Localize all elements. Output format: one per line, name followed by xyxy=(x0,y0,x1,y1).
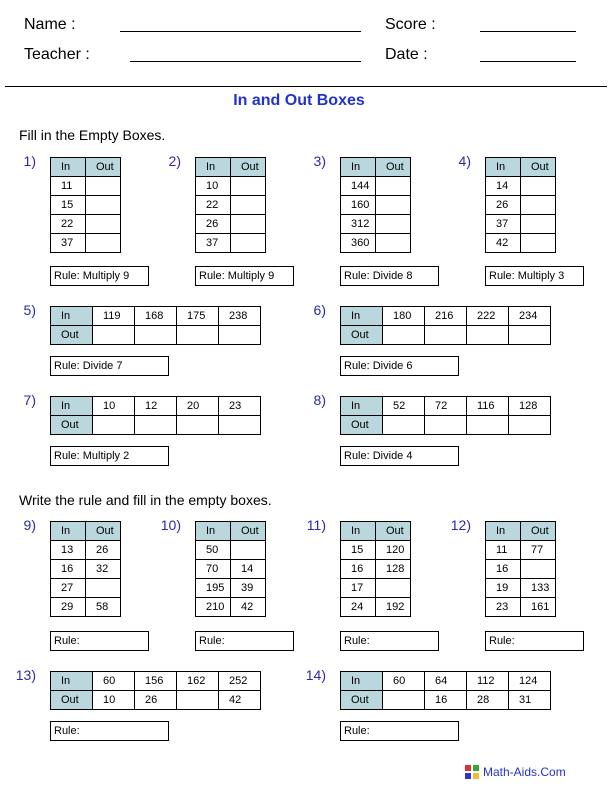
in-cell[interactable]: 119 xyxy=(93,307,135,326)
in-header: In xyxy=(341,522,376,541)
problem-number: 1) xyxy=(23,153,36,169)
out-cell[interactable] xyxy=(219,326,261,345)
table-row xyxy=(486,579,556,598)
out-cell[interactable] xyxy=(86,196,121,215)
table-row xyxy=(341,541,411,560)
in-cell[interactable]: 15 xyxy=(51,196,86,215)
out-cell[interactable]: 58 xyxy=(86,598,121,617)
out-row xyxy=(51,416,261,435)
problem-number: 11) xyxy=(306,517,326,533)
rule-box[interactable]: Rule: Divide 8 xyxy=(340,266,439,286)
out-cell[interactable] xyxy=(383,691,425,710)
out-cell[interactable] xyxy=(376,579,411,598)
header-divider xyxy=(5,86,607,87)
out-cell[interactable] xyxy=(376,177,411,196)
in-cell[interactable]: 16 xyxy=(51,560,86,579)
problem-number: 2) xyxy=(168,153,181,169)
in-out-table xyxy=(340,671,551,710)
footer-brand[interactable]: Math-Aids.Com xyxy=(483,765,566,779)
table-row xyxy=(196,215,266,234)
out-cell[interactable]: 77 xyxy=(521,541,556,560)
in-cell[interactable]: 12 xyxy=(135,397,177,416)
in-cell[interactable]: 124 xyxy=(509,672,551,691)
in-cell[interactable]: 234 xyxy=(509,307,551,326)
out-cell[interactable] xyxy=(231,177,266,196)
in-cell[interactable]: 19 xyxy=(486,579,521,598)
out-cell[interactable] xyxy=(376,215,411,234)
problem-number: 12) xyxy=(450,517,471,533)
in-header: In xyxy=(51,397,93,416)
out-row xyxy=(51,691,261,710)
table-row xyxy=(196,560,266,579)
out-cell[interactable]: 42 xyxy=(219,691,261,710)
out-cell[interactable] xyxy=(521,177,556,196)
table-row xyxy=(51,215,121,234)
out-cell[interactable]: 120 xyxy=(376,541,411,560)
in-cell[interactable]: 22 xyxy=(51,215,86,234)
out-row xyxy=(51,326,261,345)
out-header: Out xyxy=(521,522,556,541)
out-cell[interactable] xyxy=(86,234,121,253)
out-cell[interactable] xyxy=(231,215,266,234)
out-cell[interactable]: 192 xyxy=(376,598,411,617)
table-row xyxy=(51,196,121,215)
out-cell[interactable]: 28 xyxy=(467,691,509,710)
in-cell[interactable]: 11 xyxy=(486,541,521,560)
in-cell[interactable]: 162 xyxy=(177,672,219,691)
out-cell[interactable] xyxy=(86,579,121,598)
table-row xyxy=(341,234,411,253)
in-header: In xyxy=(51,672,93,691)
table-row xyxy=(486,560,556,579)
out-cell[interactable]: 26 xyxy=(135,691,177,710)
in-cell[interactable]: 128 xyxy=(509,397,551,416)
date-field[interactable] xyxy=(480,61,576,62)
in-header: In xyxy=(51,158,86,177)
out-header: Out xyxy=(86,522,121,541)
in-cell[interactable]: 64 xyxy=(425,672,467,691)
out-cell[interactable] xyxy=(231,541,266,560)
out-cell[interactable] xyxy=(86,177,121,196)
in-cell[interactable]: 252 xyxy=(219,672,261,691)
out-cell[interactable] xyxy=(93,326,135,345)
in-header: In xyxy=(51,522,86,541)
rule-box[interactable]: Rule: xyxy=(50,631,149,651)
out-cell[interactable]: 42 xyxy=(231,598,266,617)
in-cell[interactable]: 17 xyxy=(341,579,376,598)
in-out-table xyxy=(340,157,411,253)
rule-box[interactable]: Rule: Divide 4 xyxy=(340,446,459,466)
in-cell[interactable]: 222 xyxy=(467,307,509,326)
out-header: Out xyxy=(376,522,411,541)
problem-number: 3) xyxy=(313,153,326,169)
out-cell[interactable] xyxy=(509,416,551,435)
in-out-table xyxy=(485,157,556,253)
in-out-table xyxy=(340,396,551,435)
teacher-field[interactable] xyxy=(130,61,361,62)
table-row xyxy=(51,177,121,196)
out-row xyxy=(341,326,551,345)
out-header: Out xyxy=(86,158,121,177)
in-cell[interactable]: 26 xyxy=(196,215,231,234)
out-cell[interactable]: 26 xyxy=(86,541,121,560)
in-out-table xyxy=(195,521,266,617)
in-cell[interactable]: 37 xyxy=(51,234,86,253)
out-header: Out xyxy=(51,691,93,710)
in-header: In xyxy=(486,522,521,541)
table-row xyxy=(341,598,411,617)
table-row xyxy=(196,177,266,196)
out-cell[interactable] xyxy=(135,416,177,435)
in-cell[interactable]: 50 xyxy=(196,541,231,560)
table-row xyxy=(196,598,266,617)
out-cell[interactable] xyxy=(383,416,425,435)
in-out-table xyxy=(340,521,411,617)
in-out-table xyxy=(50,306,261,345)
out-header: Out xyxy=(51,326,93,345)
out-header: Out xyxy=(376,158,411,177)
in-cell[interactable]: 156 xyxy=(135,672,177,691)
in-cell[interactable]: 60 xyxy=(93,672,135,691)
problem-number: 4) xyxy=(458,153,471,169)
in-cell[interactable]: 23 xyxy=(219,397,261,416)
out-cell[interactable] xyxy=(376,196,411,215)
in-cell[interactable]: 13 xyxy=(51,541,86,560)
in-out-table xyxy=(50,396,261,435)
out-cell[interactable]: 32 xyxy=(86,560,121,579)
out-header: Out xyxy=(341,326,383,345)
rule-box[interactable]: Rule: Multiply 3 xyxy=(485,266,584,286)
out-header: Out xyxy=(341,416,383,435)
rule-box[interactable]: Rule: xyxy=(340,631,439,651)
problem-number: 9) xyxy=(23,517,36,533)
table-row xyxy=(51,560,121,579)
in-header: In xyxy=(196,522,231,541)
in-cell[interactable]: 23 xyxy=(486,598,521,617)
problem-number: 8) xyxy=(313,392,326,408)
in-cell[interactable]: 360 xyxy=(341,234,376,253)
out-header: Out xyxy=(341,691,383,710)
out-cell[interactable] xyxy=(177,691,219,710)
table-row xyxy=(341,579,411,598)
problem-number: 13) xyxy=(15,667,36,683)
table-row xyxy=(341,215,411,234)
in-cell[interactable]: 72 xyxy=(425,397,467,416)
table-row xyxy=(486,598,556,617)
out-header: Out xyxy=(231,158,266,177)
table-row xyxy=(51,579,121,598)
table-row xyxy=(51,541,121,560)
in-cell[interactable]: 168 xyxy=(135,307,177,326)
out-cell[interactable]: 16 xyxy=(425,691,467,710)
in-out-table xyxy=(50,157,121,253)
in-cell[interactable]: 24 xyxy=(341,598,376,617)
in-row xyxy=(341,672,551,691)
out-cell[interactable] xyxy=(383,326,425,345)
in-cell[interactable]: 210 xyxy=(196,598,231,617)
in-header: In xyxy=(486,158,521,177)
out-cell[interactable]: 14 xyxy=(231,560,266,579)
out-header: Out xyxy=(51,416,93,435)
out-cell[interactable] xyxy=(467,416,509,435)
rule-box[interactable]: Rule: Multiply 2 xyxy=(50,446,169,466)
out-header: Out xyxy=(231,522,266,541)
in-row xyxy=(51,672,261,691)
out-cell[interactable] xyxy=(177,416,219,435)
out-cell[interactable]: 39 xyxy=(231,579,266,598)
table-row xyxy=(196,196,266,215)
out-cell[interactable]: 31 xyxy=(509,691,551,710)
in-cell[interactable]: 10 xyxy=(196,177,231,196)
in-cell[interactable]: 144 xyxy=(341,177,376,196)
table-row xyxy=(51,234,121,253)
section2-instruction: Write the rule and fill in the empty boxes. xyxy=(19,492,272,508)
in-cell[interactable]: 20 xyxy=(177,397,219,416)
in-cell[interactable]: 16 xyxy=(486,560,521,579)
out-cell[interactable]: 133 xyxy=(521,579,556,598)
in-out-table xyxy=(195,157,266,253)
problem-number: 5) xyxy=(23,302,36,318)
out-cell[interactable] xyxy=(177,326,219,345)
table-row xyxy=(486,177,556,196)
rule-box[interactable]: Rule: Multiply 9 xyxy=(50,266,149,286)
in-cell[interactable]: 180 xyxy=(383,307,425,326)
table-row xyxy=(51,598,121,617)
in-cell[interactable]: 60 xyxy=(383,672,425,691)
in-row xyxy=(341,307,551,326)
in-out-table xyxy=(50,671,261,710)
out-cell[interactable] xyxy=(509,326,551,345)
out-cell[interactable] xyxy=(467,326,509,345)
out-cell[interactable] xyxy=(219,416,261,435)
score-field[interactable] xyxy=(480,31,576,32)
rule-box[interactable]: Rule: Divide 6 xyxy=(340,356,459,376)
table-row xyxy=(486,215,556,234)
table-row xyxy=(341,177,411,196)
table-row xyxy=(341,560,411,579)
in-cell[interactable]: 52 xyxy=(383,397,425,416)
in-cell[interactable]: 37 xyxy=(196,234,231,253)
out-cell[interactable]: 10 xyxy=(93,691,135,710)
in-cell[interactable]: 11 xyxy=(51,177,86,196)
out-cell[interactable] xyxy=(521,196,556,215)
out-header: Out xyxy=(521,158,556,177)
rule-box[interactable]: Rule: Divide 7 xyxy=(50,356,169,376)
out-cell[interactable] xyxy=(521,234,556,253)
table-row xyxy=(486,196,556,215)
in-row xyxy=(51,307,261,326)
in-cell[interactable]: 10 xyxy=(93,397,135,416)
in-cell[interactable]: 42 xyxy=(486,234,521,253)
out-cell[interactable] xyxy=(376,234,411,253)
in-cell[interactable]: 160 xyxy=(341,196,376,215)
in-cell[interactable]: 29 xyxy=(51,598,86,617)
page-title: In and Out Boxes xyxy=(233,92,365,109)
name-label: Name : xyxy=(24,16,76,33)
in-cell[interactable]: 70 xyxy=(196,560,231,579)
in-out-table xyxy=(340,306,551,345)
out-cell[interactable]: 161 xyxy=(521,598,556,617)
in-header: In xyxy=(341,672,383,691)
out-cell[interactable]: 128 xyxy=(376,560,411,579)
in-cell[interactable]: 16 xyxy=(341,560,376,579)
in-header: In xyxy=(341,307,383,326)
section1-instruction: Fill in the Empty Boxes. xyxy=(19,127,166,143)
teacher-label: Teacher : xyxy=(24,46,90,63)
problem-number: 7) xyxy=(23,392,36,408)
in-header: In xyxy=(196,158,231,177)
rule-box[interactable]: Rule: xyxy=(50,721,169,741)
out-cell[interactable] xyxy=(135,326,177,345)
out-cell[interactable] xyxy=(231,234,266,253)
table-row xyxy=(196,234,266,253)
in-out-table xyxy=(50,521,121,617)
out-cell[interactable] xyxy=(231,196,266,215)
in-cell[interactable]: 37 xyxy=(486,215,521,234)
table-row xyxy=(196,541,266,560)
table-row xyxy=(486,541,556,560)
out-cell[interactable] xyxy=(425,326,467,345)
table-row xyxy=(196,579,266,598)
date-label: Date : xyxy=(385,46,428,63)
table-row xyxy=(341,196,411,215)
in-cell[interactable]: 238 xyxy=(219,307,261,326)
in-header: In xyxy=(51,307,93,326)
problem-number: 14) xyxy=(305,667,326,683)
out-row xyxy=(341,691,551,710)
in-cell[interactable]: 312 xyxy=(341,215,376,234)
in-cell[interactable]: 175 xyxy=(177,307,219,326)
rule-box[interactable]: Rule: Multiply 9 xyxy=(195,266,294,286)
name-field[interactable] xyxy=(120,31,361,32)
rule-box[interactable]: Rule: xyxy=(485,631,584,651)
rule-box[interactable]: Rule: xyxy=(340,721,459,741)
in-cell[interactable]: 26 xyxy=(486,196,521,215)
in-cell[interactable]: 116 xyxy=(467,397,509,416)
in-cell[interactable]: 14 xyxy=(486,177,521,196)
out-cell[interactable] xyxy=(521,560,556,579)
table-row xyxy=(486,234,556,253)
out-row xyxy=(341,416,551,435)
in-header: In xyxy=(341,397,383,416)
out-cell[interactable] xyxy=(93,416,135,435)
rule-box[interactable]: Rule: xyxy=(195,631,294,651)
in-row xyxy=(341,397,551,416)
out-cell[interactable] xyxy=(521,215,556,234)
in-header: In xyxy=(341,158,376,177)
out-cell[interactable] xyxy=(86,215,121,234)
in-cell[interactable]: 112 xyxy=(467,672,509,691)
in-cell[interactable]: 22 xyxy=(196,196,231,215)
in-out-table xyxy=(485,521,556,617)
in-row xyxy=(51,397,261,416)
problem-number: 10) xyxy=(160,517,181,533)
problem-number: 6) xyxy=(313,302,326,318)
in-cell[interactable]: 27 xyxy=(51,579,86,598)
score-label: Score : xyxy=(385,16,436,33)
out-cell[interactable] xyxy=(425,416,467,435)
in-cell[interactable]: 195 xyxy=(196,579,231,598)
in-cell[interactable]: 15 xyxy=(341,541,376,560)
in-cell[interactable]: 216 xyxy=(425,307,467,326)
math-aids-logo-icon xyxy=(465,765,479,779)
